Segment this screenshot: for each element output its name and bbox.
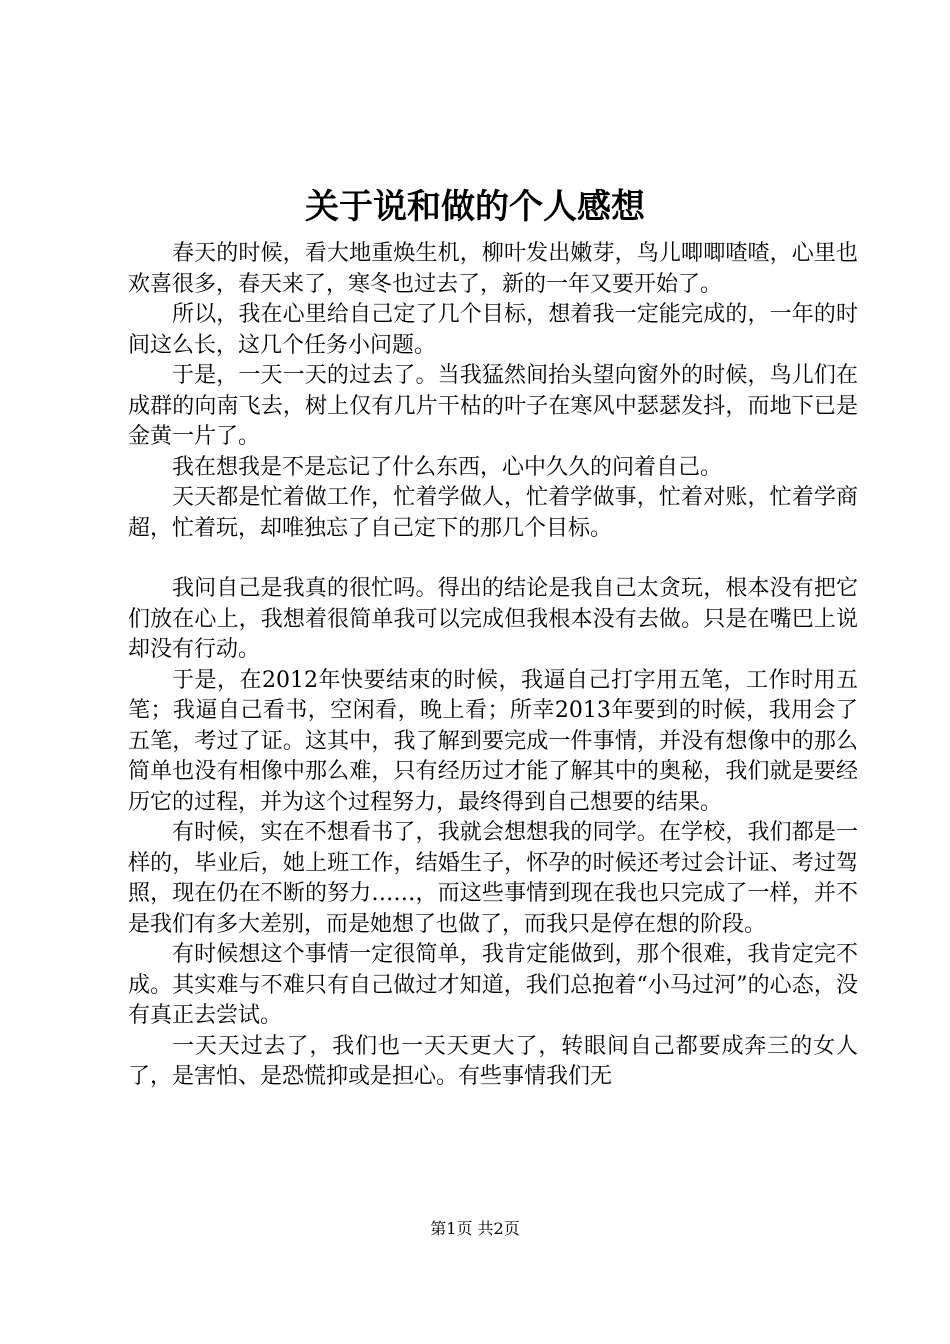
paragraph-10: 一天天过去了，我们也一天天更大了，转眼间自己都要成奔三的女人了，是害怕、是恐慌抑或是担心。有些事情我们无	[128, 1033, 858, 1089]
paragraph-2: 所以，我在心里给自己定了几个目标，想着我一定能完成的，一年的时间这么长，这几个任务小问题。	[128, 302, 858, 358]
page-title: 关于说和做的个人感想	[305, 187, 645, 227]
paragraph-3: 于是，一天一天的过去了。当我猛然间抬头望向窗外的时候，鸟儿们在成群的向南飞去，树上仅有几片干枯的叶子在寒风中瑟瑟发抖，而地下已是金黄一片了。	[128, 363, 858, 449]
paragraph-8: 有时候，实在不想看书了，我就会想想我的同学。在学校，我们都是一样的，毕业后，她上班工作，结婚生子，怀孕的时候还考过会计证、考过驾照，现在仍在不断的努力……，而这些事情到现在我也只完成了一样，并不是我们有多大差别，而是她想了也做了，而我只是停在想的阶段。	[128, 820, 858, 937]
paragraph-9: 有时候想这个事情一定很简单，我肯定能做到，那个很难，我肯定完不成。其实难与不难只有自己做过才知道，我们总抱着“小马过河”的心态，没有真正去尝试。	[128, 942, 858, 1028]
page-footer: 第1页 共2页	[430, 1219, 520, 1238]
paragraph-5: 天天都是忙着做工作，忙着学做人，忙着学做事，忙着对账，忙着学商超，忙着玩，却唯独忘了自己定下的那几个目标。	[128, 485, 858, 541]
paragraph-6: 我问自己是我真的很忙吗。得出的结论是我自己太贪玩，根本没有把它们放在心上，我想着很简单我可以完成但我根本没有去做。只是在嘴巴上说却没有行动。	[128, 576, 858, 662]
paragraph-1: 春天的时候，看大地重焕生机，柳叶发出嫩芽，鸟儿唧唧喳喳，心里也欢喜很多，春天来了，寒冬也过去了，新的一年又要开始了。	[128, 241, 858, 297]
paragraph-4: 我在想我是不是忘记了什么东西，心中久久的问着自己。	[172, 454, 723, 480]
paragraph-spacer	[128, 544, 858, 574]
paragraph-7: 于是，在2012年快要结束的时候，我逼自己打字用五笔，工作时用五笔；我逼自己看书，空闲看，晚上看；所幸2013年要到的时候，我用会了五笔，考过了证。这其中，我了解到要完成一件事情，并没有想像中的那么简单也没有相像中那么难，只有经历过才能了解其中的奥秘，我们就是要经历它的过程，并为这个过程努力，最终得到自己想要的结果。	[128, 667, 858, 815]
document-body	[128, 239, 858, 1093]
